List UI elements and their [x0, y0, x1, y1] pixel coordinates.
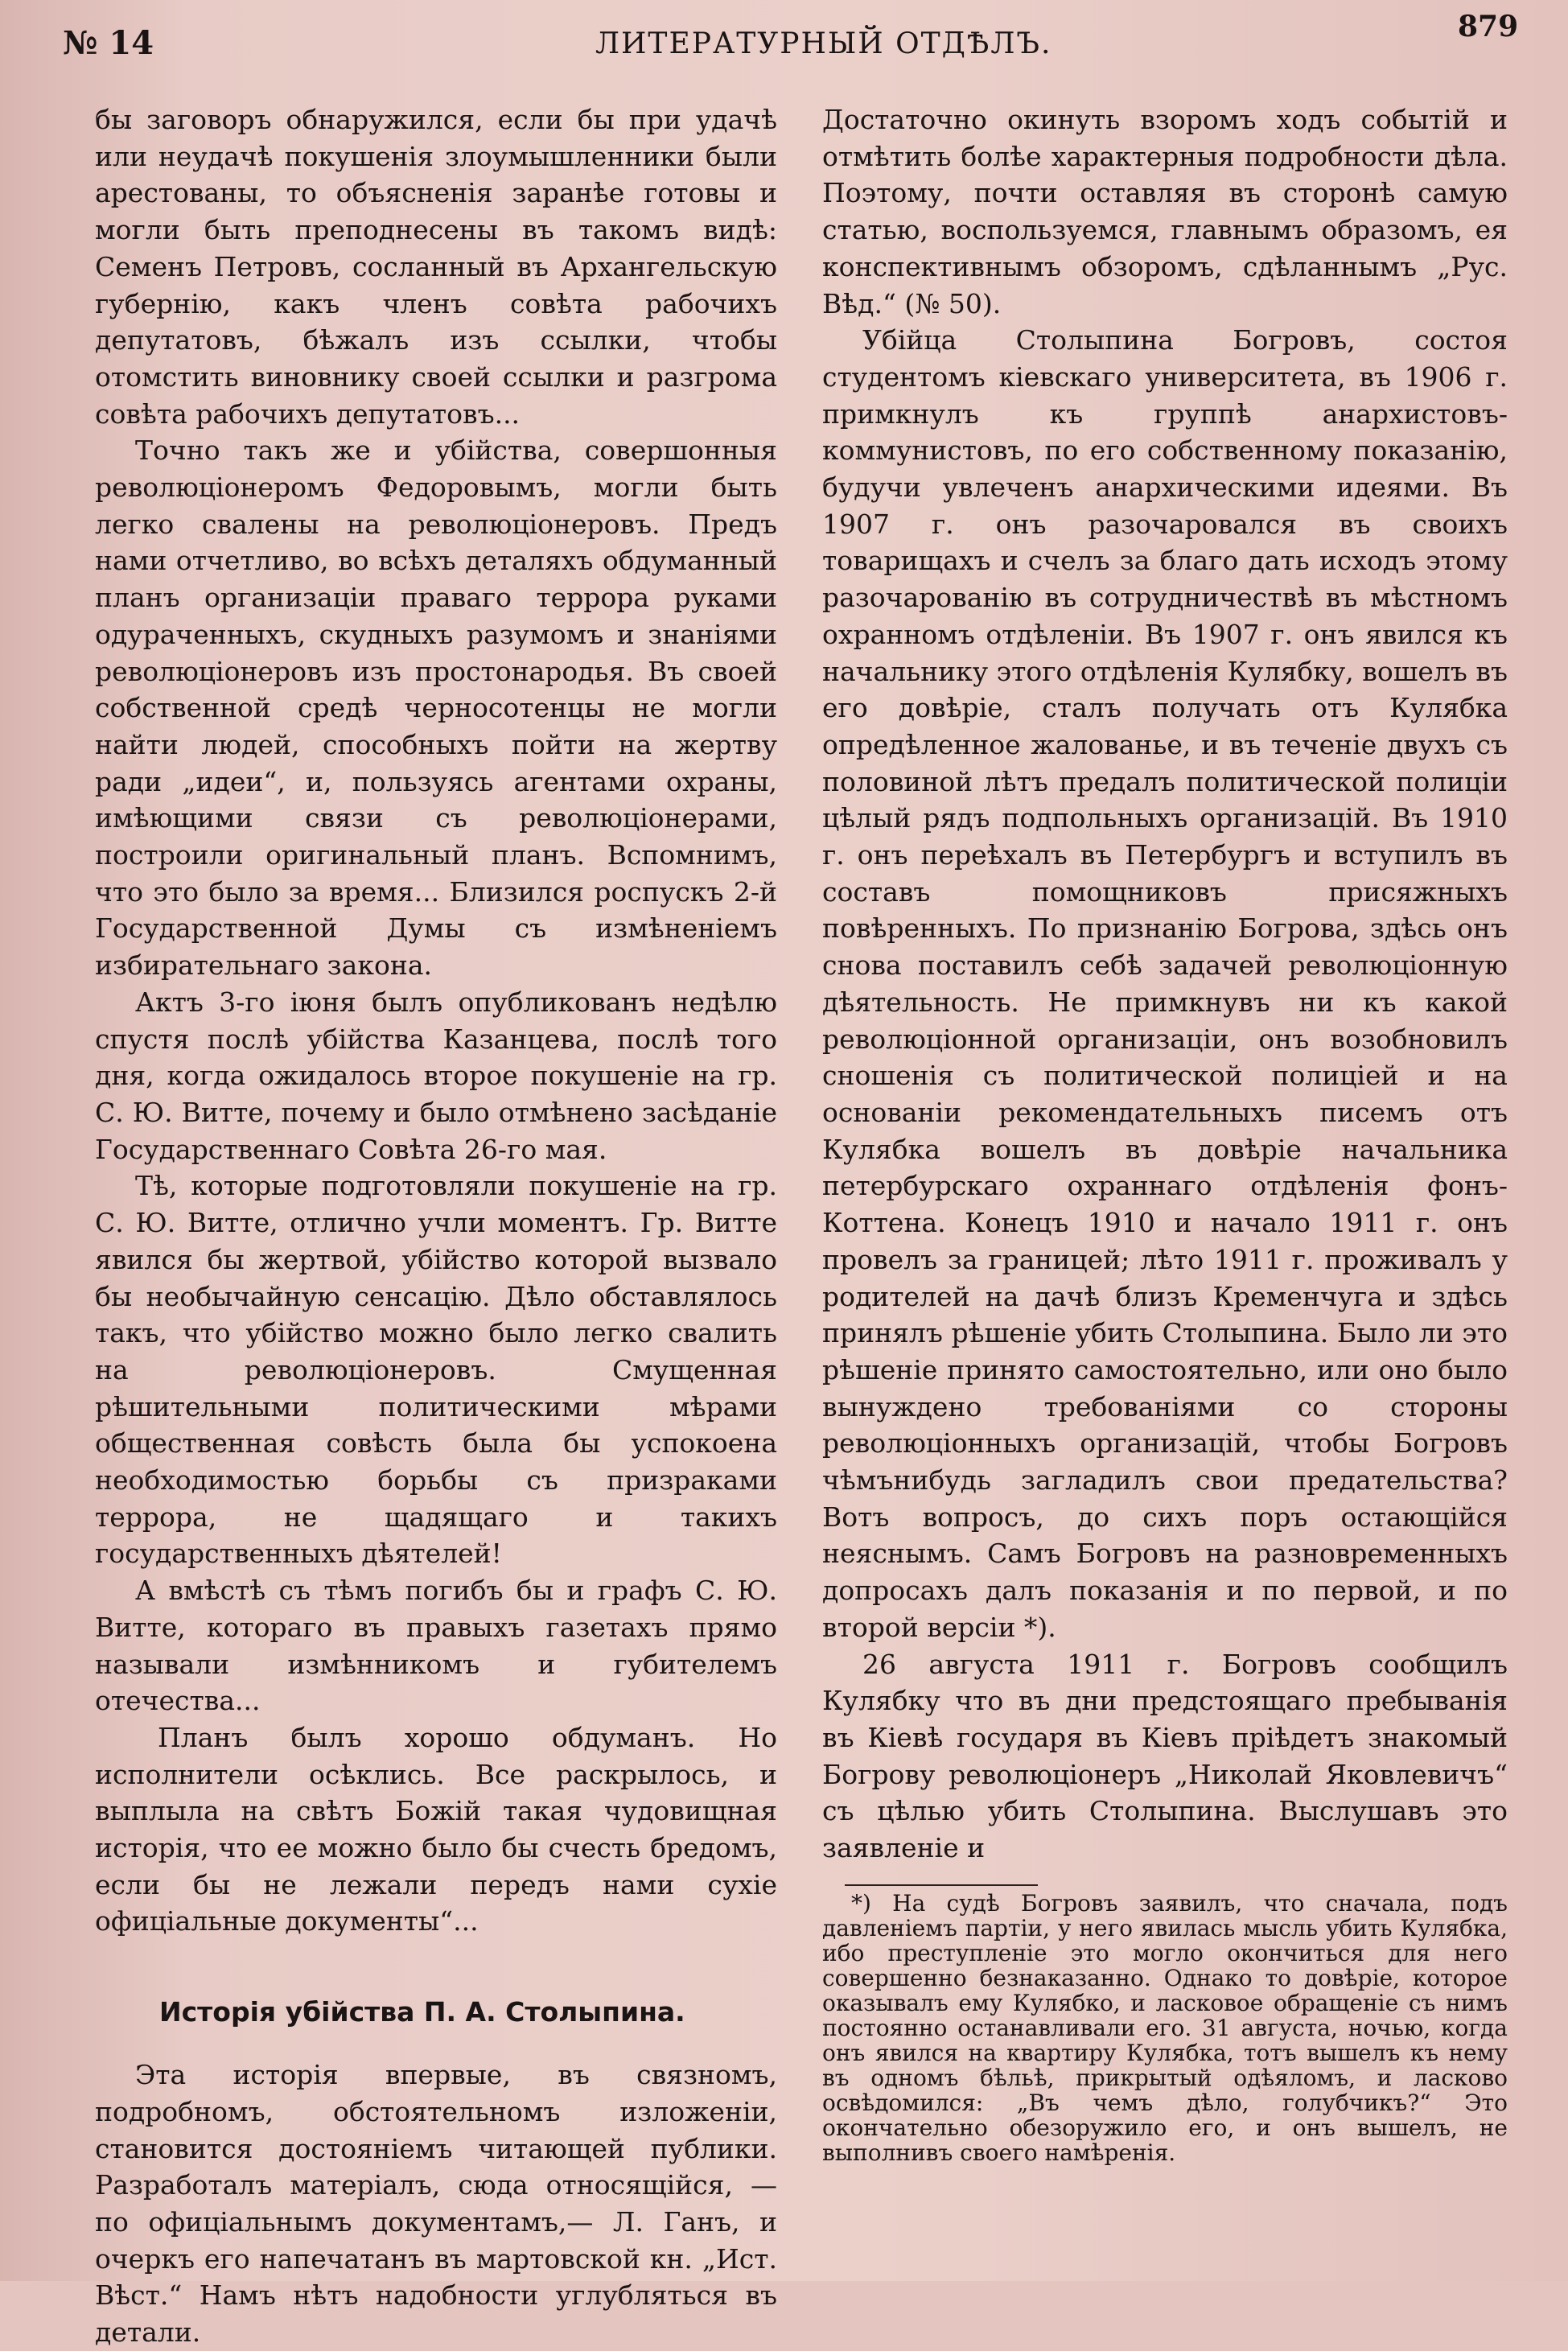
footnote: *) На судѣ Богровъ заявилъ, что сначала, подъ давленіемъ партіи, у него явилась мысль убить Кулябка, ибо преступленіе это могло окончиться для него совершенно безнаказанно. Однако то довѣріе, которое оказывалъ ему Кулябко, и ласковое обращеніе съ нимъ постоянно останавливали его. 31 августа, ночью, когда онъ явился на квартиру Кулябка, тотъ вышелъ къ нему въ одномъ бѣльѣ, прикрытый одѣяломъ, и ласково освѣдомился: „Въ чемъ дѣло, голубчикъ?“ Это окончательно обезоружило его, и онъ вышелъ, не выполнивъ своего намѣренія. [822, 1889, 1508, 2166]
paragraph: 26 августа 1911 г. Богровъ сообщилъ Кулябку что въ дни предстоящаго пребыванія въ Кіевѣ государя въ Кіевъ пріѣдетъ знакомый Богрову революціонеръ „Николай Яковлевичъ“ съ цѣлью убить Столыпина. Выслушавъ это заявленіе и [822, 1648, 1508, 1864]
paragraph: Убійца Столыпина Богровъ, состоя студентомъ кіевскаго университета, въ 1906 г. примкнулъ къ группѣ анархистовъ-коммунистовъ, по его собственному показанію, будучи увлеченъ анархическими идеями. Въ 1907 г. онъ разочаровался въ своихъ товарищахъ и счелъ за благо дать исходъ этому разочарованію въ сотрудничествѣ въ мѣстномъ охранномъ отдѣленіи. Въ 1907 г. онъ явился къ начальнику этого отдѣленія Кулябку, вошелъ въ его довѣріе, сталъ получать отъ Кулябка опредѣленное жалованье, и въ теченіе двухъ съ половиной лѣтъ предалъ политической полиціи цѣлый рядъ подпольныхъ организацій. Въ 1910 г. онъ переѣхалъ въ Петербургъ и вступилъ въ составъ помощниковъ присяжныхъ повѣренныхъ. По признанію Богрова, здѣсь онъ снова поставилъ себѣ задачей революціонную дѣятельность. Не примкнувъ ни къ какой революціонной организаціи, онъ возобновилъ сношенія съ политической полиціей и на основаніи рекомендательныхъ писемъ отъ Кулябка вошелъ въ довѣріе начальника петербурскаго охраннаго отдѣленія фонъ-Коттена. Конецъ 1910 и начало 1911 г. онъ провелъ за границей; лѣто 1911 г. проживалъ у родителей на дачѣ близъ Кременчуга и здѣсь принялъ рѣшеніе убить Столыпина. Было ли это рѣшеніе принято самостоятельно, или оно было вынуждено требованіями со стороны революціонныхъ организацій, чтобы Богровъ чѣмънибудь загладилъ свои предательства? Вотъ вопросъ, до сихъ поръ остающійся неяснымъ. Самъ Богровъ на разновременныхъ допросахъ далъ показанія и по первой, и по второй версіи *). [822, 324, 1508, 1643]
paragraph: бы заговоръ обнаружился, если бы при удачѣ или неудачѣ покушенія злоумышленники были арестованы, то объясненія заранѣе готовы и могли быть преподнесены въ такомъ видѣ: Семенъ Петровъ, сосланный въ Архангельскую губернію, какъ членъ совѣта рабочихъ депутатовъ, бѣжалъ изъ ссылки, чтобы отомстить виновнику своей ссылки и разгрома совѣта рабочихъ депутатовъ... [95, 104, 777, 430]
left-column [95, 101, 777, 2351]
paragraph: Тѣ, которые подготовляли покушеніе на гр. С. Ю. Витте, отлично учли моментъ. Гр. Витте явился бы жертвой, убійство которой вызвало бы необычайную сенсацію. Дѣло обставлялось такъ, что убійство можно было легко свалить на революціонеровъ. Смущенная рѣшительными политическими мѣрами общественная совѣсть была бы успокоена необходимостью борьбы съ призраками террора, не щадящаго и такихъ государственныхъ дѣятелей! [95, 1170, 777, 1570]
paragraph: Актъ 3-го іюня былъ опубликованъ недѣлю спустя послѣ убійства Казанцева, послѣ того дня, когда ожидалось второе покушеніе на гр. С. Ю. Витте, почему и было отмѣнено засѣданіе Государственнаго Совѣта 26-го мая. [95, 986, 777, 1165]
paragraph: Планъ былъ хорошо обдуманъ. Но исполнители осѣклись. Все раскрылось, и выплыла на свѣтъ Божій такая чудовищная исторія, что ее можно было бы счесть бредомъ, если бы не лежали передъ нами сухіе офиціальные документы“... [95, 1721, 777, 1937]
issue-number: № 14 [63, 24, 154, 62]
section-heading: Исторія убійства П. А. Столыпина. [159, 1996, 685, 2028]
paragraph: А вмѣстѣ съ тѣмъ погибъ бы и графъ С. Ю. Витте, котораго въ правыхъ газетахъ прямо называли измѣнникомъ и губителемъ отечества... [95, 1575, 777, 1717]
page-number: 879 [1458, 10, 1519, 43]
section-title: ЛИТЕРАТУРНЫЙ ОТДѢЛЪ. [595, 27, 1052, 60]
right-column [822, 101, 1508, 2165]
paragraph: Достаточно окинуть взоромъ ходъ событій и отмѣтить болѣе характерныя подробности дѣла. Поэтому, почти оставляя въ сторонѣ самую статью, воспользуемся, главнымъ образомъ, ея конспективнымъ обзоромъ, сдѣланнымъ „Рус. Вѣд.“ (№ 50). [822, 104, 1508, 319]
paragraph: Эта исторія впервые, въ связномъ, подробномъ, обстоятельномъ изложеніи, становится достояніемъ читающей публики. Разработалъ матеріалъ, сюда относящійся, — по офиціальнымъ документамъ,— Л. Ганъ, и очеркъ его напечатанъ въ мартовской кн. „Ист. Вѣст.“ Намъ нѣтъ надобности углубляться въ детали. [95, 2059, 777, 2349]
footnote-divider [845, 1884, 1038, 1886]
paragraph: Точно такъ же и убійства, совершонныя революціонеромъ Федоровымъ, могли быть легко свалены на революціонеровъ. Предъ нами отчетливо, во всѣхъ деталяхъ обдуманный планъ организаціи праваго террора руками одураченныхъ, скудныхъ разумомъ и знаніями революціонеровъ изъ простонародья. Въ своей собственной средѣ черносотенцы не могли найти людей, способныхъ пойти на жертву ради „идеи“, и, пользуясь агентами охраны, имѣющими связи съ революціонерами, построили оригинальный планъ. Вспомнимъ, что это было за время... Близился роспускъ 2-й Государственной Думы съ измѣненіемъ избирательнаго закона. [95, 434, 777, 982]
